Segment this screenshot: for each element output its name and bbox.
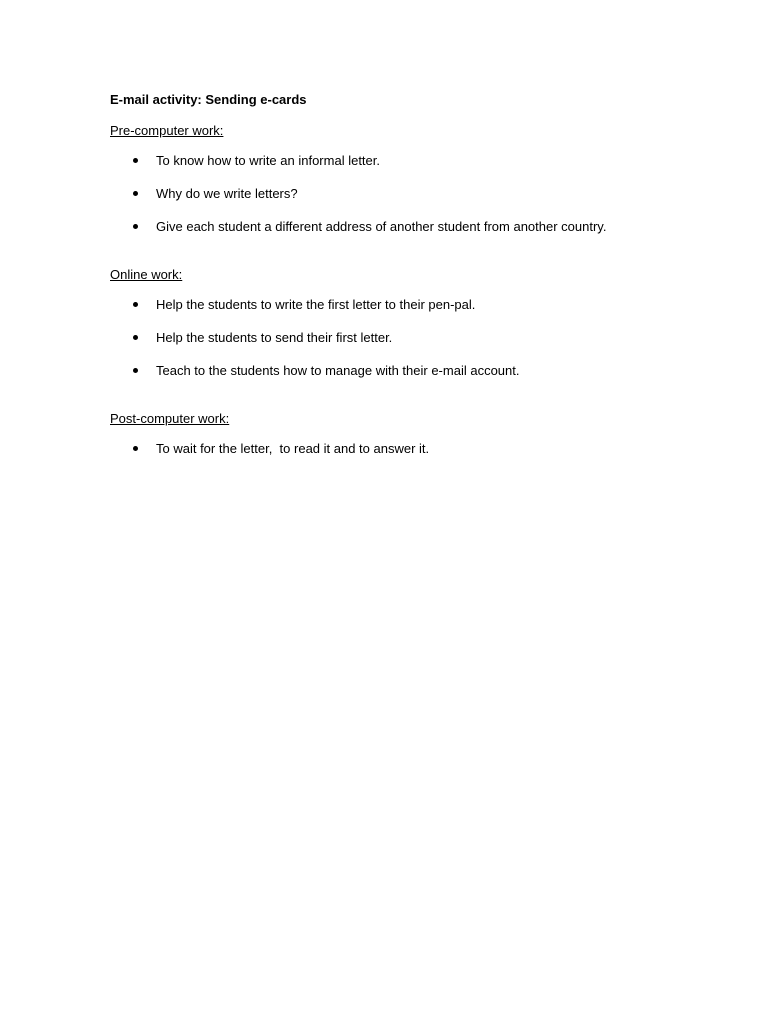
bullet-icon: [133, 191, 138, 196]
section-heading: Online work:: [110, 267, 183, 282]
section-heading: Post-computer work:: [110, 411, 230, 426]
bullet-list: [110, 440, 730, 457]
list-item: [110, 218, 730, 235]
list-item: [110, 185, 730, 202]
list-item: [110, 440, 730, 457]
document-title: E-mail activity: Sending e-cards: [110, 92, 307, 107]
list-item: [110, 152, 730, 169]
bullet-icon: [133, 302, 138, 307]
bullet-list: [110, 296, 730, 379]
list-item: [110, 329, 730, 346]
bullet-icon: [133, 224, 138, 229]
list-item-text: To know how to write an informal letter.: [156, 153, 380, 168]
bullet-icon: [133, 335, 138, 340]
list-item: [110, 296, 730, 313]
list-item-text: To wait for the letter, to read it and to answer it.: [156, 441, 430, 456]
bullet-icon: [133, 446, 138, 451]
bullet-icon: [133, 158, 138, 163]
list-item-text: Help the students to send their first letter.: [156, 330, 393, 345]
list-item-text: Give each student a different address of another student from another country.: [156, 219, 607, 234]
list-item-text: Why do we write letters?: [156, 186, 298, 201]
bullet-list: [110, 152, 730, 235]
section-heading: Pre-computer work:: [110, 123, 224, 138]
section-pre-computer-work: [110, 122, 730, 235]
list-item: [110, 362, 730, 379]
section-online-work: [110, 266, 730, 379]
document-page: [110, 91, 730, 457]
list-item-text: Help the students to write the first letter to their pen-pal.: [156, 297, 476, 312]
section-post-computer-work: [110, 410, 730, 457]
bullet-icon: [133, 368, 138, 373]
list-item-text: Teach to the students how to manage with their e-mail account.: [156, 363, 520, 378]
